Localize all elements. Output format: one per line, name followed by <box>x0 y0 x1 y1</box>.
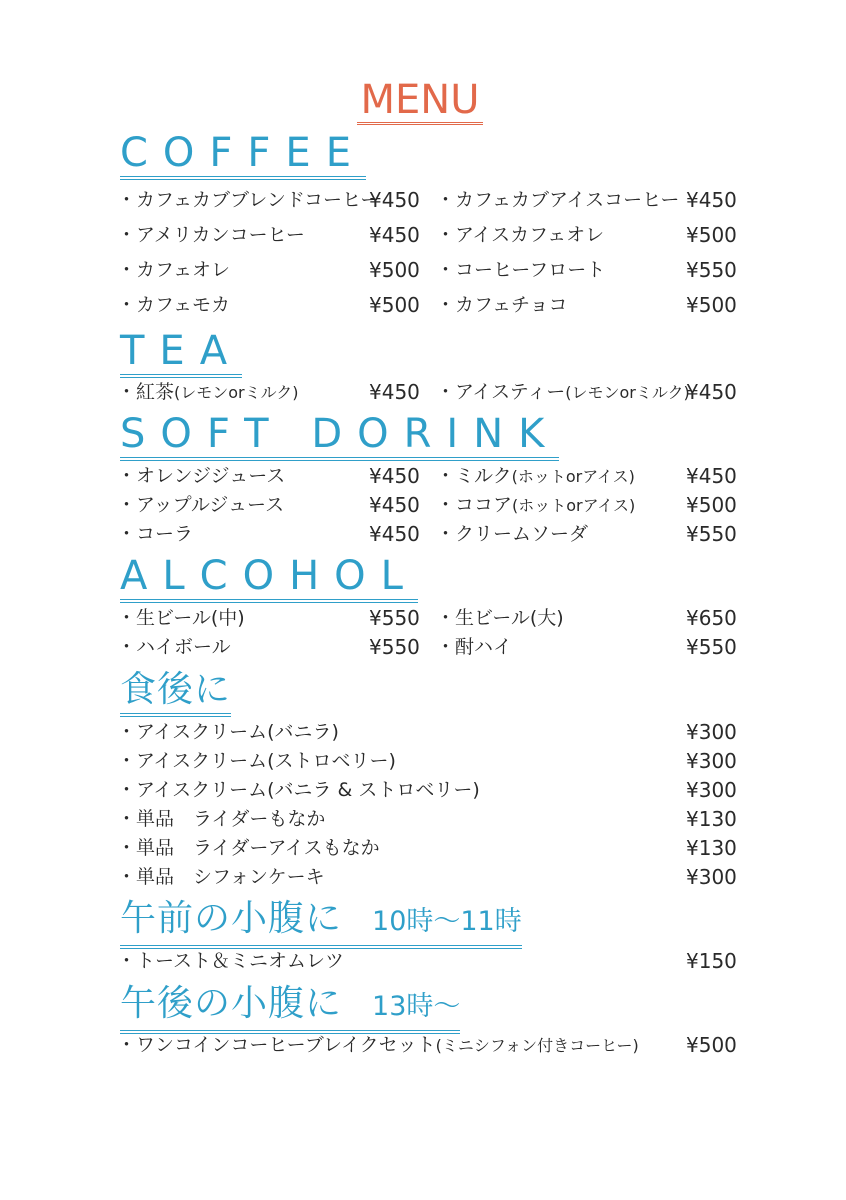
dessert-item: ・アイスクリーム(ストロベリー) <box>117 750 396 772</box>
dessert-item: ・単品 ライダーアイスもなか <box>117 837 380 859</box>
dessert-item: ・単品 シフォンケーキ <box>117 866 325 888</box>
alcohol-price: ¥550 <box>369 635 420 659</box>
alcohol-price: ¥650 <box>686 606 737 630</box>
dessert-item: ・アイスクリーム(バニラ & ストロベリー) <box>117 779 480 801</box>
coffee-item: ・コーヒーフロート <box>436 259 606 281</box>
soft-drink-item: ・ミルク(ホットorアイス) <box>436 465 635 487</box>
tea-price: ¥450 <box>686 380 737 404</box>
coffee-item: ・アメリカンコーヒー <box>117 224 305 246</box>
morning-time: 10時～11時 <box>372 906 522 937</box>
soft-drink-heading: SOFT DORINK <box>120 411 559 461</box>
coffee-price: ¥450 <box>369 223 420 247</box>
dessert-item: ・単品 ライダーもなか <box>117 808 326 830</box>
morning-item: ・トースト＆ミニオムレツ <box>117 950 345 972</box>
coffee-heading: COFFEE <box>120 130 366 180</box>
soft-drink-price: ¥450 <box>369 522 420 546</box>
alcohol-item: ・生ビール(中) <box>117 607 245 629</box>
soft-drink-item: ・コーラ <box>117 523 194 545</box>
soft-drink-price: ¥500 <box>686 493 737 517</box>
afternoon-heading: 午後の小腹に 13時～ <box>120 981 460 1034</box>
soft-drink-item: ・アップルジュース <box>117 494 285 516</box>
dessert-heading: 食後に <box>120 667 231 717</box>
tea-heading: TEA <box>120 328 242 378</box>
alcohol-price: ¥550 <box>369 606 420 630</box>
coffee-price: ¥550 <box>686 258 737 282</box>
coffee-item: ・カフェカブブレンドコーヒー <box>117 189 380 211</box>
tea-item: ・紅茶(レモンorミルク) <box>117 381 299 403</box>
soft-drink-item: ・クリームソーダ <box>436 523 589 545</box>
soft-drink-price: ¥450 <box>369 493 420 517</box>
dessert-price: ¥300 <box>686 749 737 773</box>
dessert-price: ¥130 <box>686 836 737 860</box>
afternoon-item: ・ワンコインコーヒーブレイクセット(ミニシフォン付きコーヒー) <box>117 1034 639 1056</box>
coffee-price: ¥450 <box>369 188 420 212</box>
soft-drink-item: ・オレンジジュース <box>117 465 286 487</box>
dessert-item: ・アイスクリーム(バニラ) <box>117 721 339 743</box>
afternoon-time: 13時～ <box>372 991 461 1022</box>
tea-item: ・アイスティー(レモンorミルク) <box>436 381 690 403</box>
dessert-price: ¥300 <box>686 865 737 889</box>
coffee-item: ・アイスカフェオレ <box>436 224 605 246</box>
coffee-price: ¥500 <box>369 258 420 282</box>
alcohol-item: ・生ビール(大) <box>436 607 564 629</box>
alcohol-item: ・酎ハイ <box>436 636 513 658</box>
coffee-price: ¥450 <box>686 188 737 212</box>
coffee-item: ・カフェカブアイスコーヒー <box>436 189 680 211</box>
coffee-price: ¥500 <box>686 223 737 247</box>
tea-price: ¥450 <box>369 380 420 404</box>
coffee-item: ・カフェモカ <box>117 294 231 316</box>
soft-drink-item: ・ココア(ホットorアイス) <box>436 494 636 516</box>
coffee-price: ¥500 <box>686 293 737 317</box>
soft-drink-price: ¥550 <box>686 522 737 546</box>
afternoon-price: ¥500 <box>686 1033 737 1057</box>
soft-drink-price: ¥450 <box>686 464 737 488</box>
dessert-price: ¥130 <box>686 807 737 831</box>
soft-drink-price: ¥450 <box>369 464 420 488</box>
menu-title: MENU <box>357 78 483 125</box>
morning-price: ¥150 <box>686 949 737 973</box>
morning-heading: 午前の小腹に 10時～11時 <box>120 896 522 949</box>
dessert-price: ¥300 <box>686 778 737 802</box>
coffee-price: ¥500 <box>369 293 420 317</box>
coffee-item: ・カフェオレ <box>117 259 231 281</box>
alcohol-item: ・ハイボール <box>117 636 231 658</box>
alcohol-heading: ALCOHOL <box>120 553 418 603</box>
alcohol-price: ¥550 <box>686 635 737 659</box>
coffee-item: ・カフェチョコ <box>436 294 568 316</box>
dessert-price: ¥300 <box>686 720 737 744</box>
